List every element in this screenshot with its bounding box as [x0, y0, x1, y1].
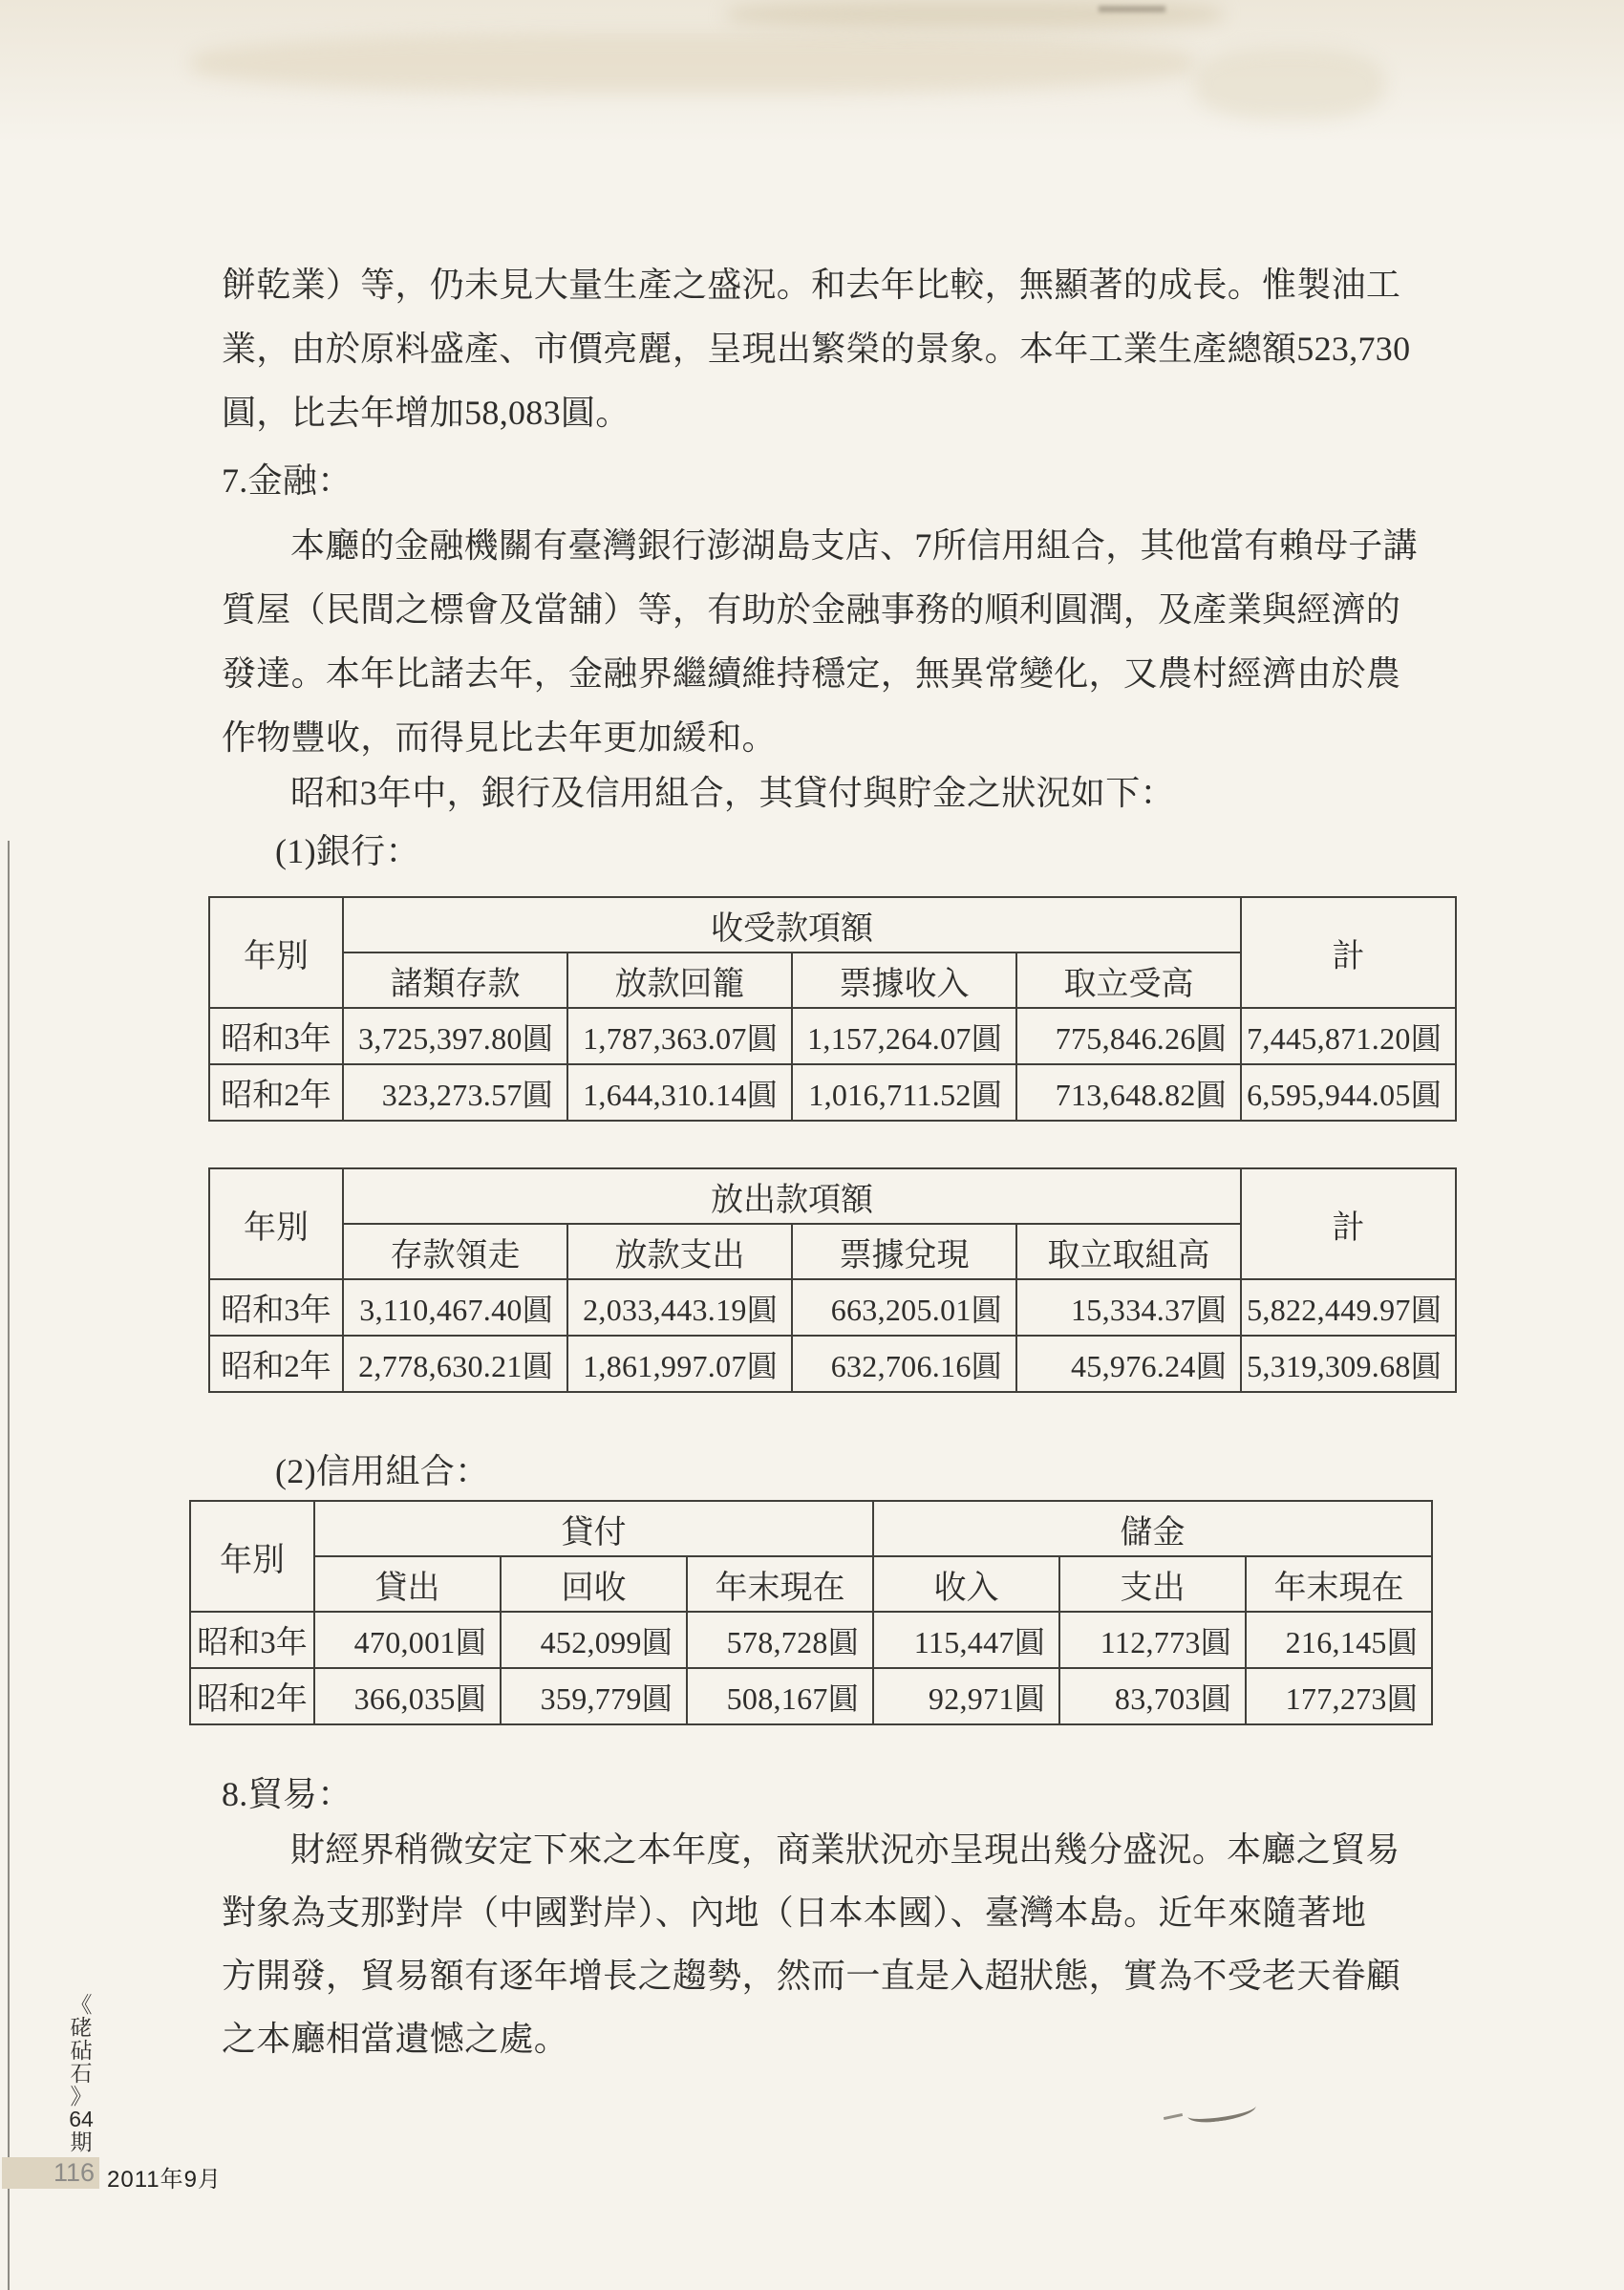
header-total: 計: [1241, 1168, 1456, 1279]
value-cell: 1,157,264.07圓: [792, 1008, 1016, 1064]
journal-issue-number: 64: [69, 2107, 94, 2131]
text-line: 作物豐收，而得見比去年更加緩和。: [222, 718, 777, 757]
value-cell: 3,725,397.80圓: [343, 1008, 567, 1064]
total-cell: 7,445,871.20圓: [1241, 1008, 1456, 1064]
header-group-savings: 儲金: [873, 1501, 1432, 1556]
pen-mark: [1186, 2098, 1257, 2126]
paragraph-showa-intro: 昭和3年中，銀行及信用組合，其貸付與貯金之狀況如下：: [290, 774, 1175, 812]
page-number-badge: 116: [2, 2157, 99, 2189]
subheader: 收入: [873, 1556, 1059, 1612]
bank-payments-table: [208, 1167, 1457, 1393]
header-year: 年別: [209, 897, 343, 1008]
text-line: 財經界稍微安定下來之本年度，商業狀況亦呈現出幾分盛況。本廳之貿易: [290, 1830, 1400, 1869]
table-row: [209, 1279, 1456, 1336]
header-year: 年別: [209, 1168, 343, 1279]
year-cell: 昭和2年: [209, 1336, 343, 1392]
text-line: 方開發，貿易額有逐年增長之趨勢，然而一直是入超狀態，實為不受老天眷顧: [222, 1957, 1401, 1995]
subheader: 票據兌現: [792, 1224, 1016, 1279]
journal-title-char: 《: [70, 1992, 93, 2017]
value-cell: 452,099圓: [501, 1612, 687, 1668]
journal-title-char: 期: [70, 2129, 93, 2154]
subheader: 放款回籠: [567, 952, 792, 1008]
value-cell: 1,016,711.52圓: [792, 1064, 1016, 1121]
value-cell: 1,787,363.07圓: [567, 1008, 792, 1064]
total-cell: 5,822,449.97圓: [1241, 1279, 1456, 1336]
table-row: [209, 1336, 1456, 1392]
value-cell: 112,773圓: [1059, 1612, 1246, 1668]
subheader: 年末現在: [687, 1556, 873, 1612]
credit-union-table: [189, 1500, 1433, 1725]
value-cell: 359,779圓: [501, 1668, 687, 1724]
scan-artifact: [726, 0, 1223, 29]
subheader: 取立取組高: [1016, 1224, 1241, 1279]
table-row: [209, 1008, 1456, 1064]
header-group-loans: 貸付: [314, 1501, 873, 1556]
year-cell: 昭和2年: [209, 1064, 343, 1121]
header-year: 年別: [190, 1501, 314, 1612]
value-cell: 713,648.82圓: [1016, 1064, 1241, 1121]
value-cell: 177,273圓: [1246, 1668, 1432, 1724]
subheader: 存款領走: [343, 1224, 567, 1279]
text-line: 之本廳相當遺憾之處。: [222, 2020, 569, 2058]
header-group-receipts: 收受款項額: [343, 897, 1241, 952]
journal-title-char: 》: [70, 2084, 93, 2108]
issue-date: 2011年9月: [107, 2167, 222, 2193]
value-cell: 1,644,310.14圓: [567, 1064, 792, 1121]
scan-artifact: [1194, 48, 1385, 119]
journal-title-vertical: [65, 1993, 97, 2153]
scan-artifact: [1099, 6, 1165, 12]
value-cell: 663,205.01圓: [792, 1279, 1016, 1336]
year-cell: 昭和3年: [190, 1612, 314, 1668]
text-line: 業，由於原料盛產、市價亮麗，呈現出繁榮的景象。本年工業生產總額523,730: [222, 330, 1411, 368]
total-cell: 6,595,944.05圓: [1241, 1064, 1456, 1121]
section-heading-trade: 8.貿易：: [222, 1775, 353, 1813]
table-row: [190, 1612, 1432, 1668]
table-subheader-row: [190, 1556, 1432, 1612]
value-cell: 83,703圓: [1059, 1668, 1246, 1724]
value-cell: 775,846.26圓: [1016, 1008, 1241, 1064]
label-credit-union: (2)信用組合：: [275, 1452, 490, 1490]
label-bank: (1)銀行：: [275, 832, 420, 870]
text-line: 發達。本年比諸去年，金融界繼續維持穩定，無異常變化，又農村經濟由於農: [222, 654, 1401, 693]
text-line: 餅乾業）等，仍未見大量生產之盛況。和去年比較，無顯著的成長。惟製油工: [222, 266, 1401, 304]
text-line: 圓，比去年增加58,083圓。: [222, 394, 630, 432]
value-cell: 15,334.37圓: [1016, 1279, 1241, 1336]
subheader: 諸類存款: [343, 952, 567, 1008]
journal-title-char: 砧: [70, 2038, 93, 2063]
value-cell: 578,728圓: [687, 1612, 873, 1668]
value-cell: 3,110,467.40圓: [343, 1279, 567, 1336]
scan-artifact: [191, 33, 1194, 93]
value-cell: 366,035圓: [314, 1668, 501, 1724]
value-cell: 323,273.57圓: [343, 1064, 567, 1121]
total-cell: 5,319,309.68圓: [1241, 1336, 1456, 1392]
text-line: 本廳的金融機關有臺灣銀行澎湖島支店、7所信用組合，其他當有賴母子講: [290, 526, 1418, 565]
table-header-row: [190, 1501, 1432, 1556]
table-row: [209, 1064, 1456, 1121]
page-edge-line: [8, 841, 10, 2290]
subheader: 票據收入: [792, 952, 1016, 1008]
paragraph-finance: [222, 514, 1418, 770]
header-group-payments: 放出款項額: [343, 1168, 1241, 1224]
subheader: 年末現在: [1246, 1556, 1432, 1612]
value-cell: 1,861,997.07圓: [567, 1336, 792, 1392]
subheader: 取立受高: [1016, 952, 1241, 1008]
year-cell: 昭和2年: [190, 1668, 314, 1724]
table-row: [190, 1668, 1432, 1724]
journal-title-char: 硓: [70, 2015, 93, 2040]
value-cell: 632,706.16圓: [792, 1336, 1016, 1392]
text-line: 質屋（民間之標會及當舖）等，有助於金融事務的順利圓潤，及產業與經濟的: [222, 590, 1401, 629]
journal-title-char: 石: [70, 2061, 93, 2086]
text-line: 對象為支那對岸（中國對岸）、內地（日本本國）、臺灣本島。近年來隨著地: [222, 1894, 1367, 1932]
subheader: 回收: [501, 1556, 687, 1612]
subheader: 放款支出: [567, 1224, 792, 1279]
bank-receipts-table: [208, 896, 1457, 1122]
year-cell: 昭和3年: [209, 1279, 343, 1336]
value-cell: 2,778,630.21圓: [343, 1336, 567, 1392]
value-cell: 216,145圓: [1246, 1612, 1432, 1668]
value-cell: 508,167圓: [687, 1668, 873, 1724]
subheader: 支出: [1059, 1556, 1246, 1612]
pen-mark: [1164, 2113, 1183, 2120]
value-cell: 92,971圓: [873, 1668, 1059, 1724]
year-cell: 昭和3年: [209, 1008, 343, 1064]
value-cell: 2,033,443.19圓: [567, 1279, 792, 1336]
paragraph-trade: [222, 1818, 1399, 2070]
value-cell: 115,447圓: [873, 1612, 1059, 1668]
table-header-row: [209, 1168, 1456, 1224]
value-cell: 470,001圓: [314, 1612, 501, 1668]
paragraph-industry: [222, 253, 1411, 445]
table-header-row: [209, 897, 1456, 952]
header-total: 計: [1241, 897, 1456, 1008]
subheader: 貸出: [314, 1556, 501, 1612]
section-heading-finance: 7.金融：: [222, 461, 353, 500]
value-cell: 45,976.24圓: [1016, 1336, 1241, 1392]
